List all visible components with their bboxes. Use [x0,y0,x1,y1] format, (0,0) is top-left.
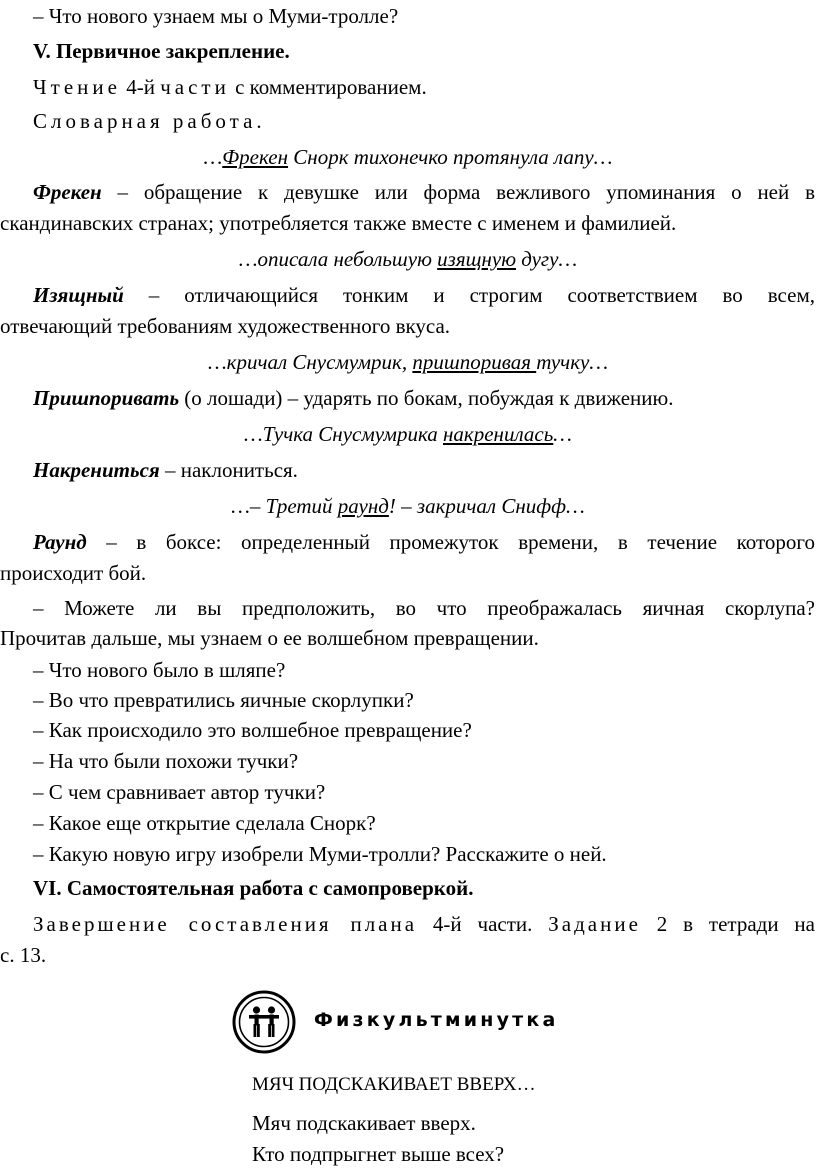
poem-line: Кто подпрыгнет выше всех? [252,1142,505,1166]
reading-rest: с комментированием. [235,75,427,99]
quote-highlight: накренилась [443,422,554,446]
reading-part-word: части [160,75,230,99]
quote-highlight: раунд [337,494,389,518]
reading-instruction [33,77,427,98]
question-line: – Как происходило это волшебное превращение? [33,718,472,742]
definition-line: Изящный – отличающийся тонким и строгим соответствием во всем, [33,283,815,307]
question-line: – С чем сравнивает автор тучки? [33,780,326,804]
quote-highlight: Фрекен [222,145,289,169]
question-line: – Какую новую игру изобрели Муми-тролли? Расскажите о ней. [33,842,607,866]
two-figures-circle-icon [232,990,296,1054]
poem-title: МЯЧ ПОДСКАКИВАЕТ ВВЕРХ… [252,1074,536,1095]
definition-term: Раунд [33,530,87,554]
task-spaced-text: Завершение составления плана [33,912,418,936]
definition-line: происходит бой. [0,561,147,585]
task-line: с. 13. [0,943,47,967]
question-line: – Во что превратились яичные скорлупки? [33,688,414,712]
question-line: – Можете ли вы предположить, во что преображалась яичная скорлупа? [33,596,815,620]
section-heading-6: VI. Самостоятельная работа с самопроверкой. [33,876,474,900]
vocabulary-heading: Словарная работа. [33,109,266,133]
definition-line: скандинавских странах; употребляется также вместе с именем и фамилией. [0,211,677,235]
definition-line: Пришпоривать (о лошади) – ударять по бокам, побуждая к движению. [33,386,674,410]
reading-word: Чтение [33,75,121,99]
definition-term: Фрекен [33,180,102,204]
task-line: Завершение составления плана 4-й части. Задание 2 в тетради на [33,912,815,936]
definition-line: отвечающий требованиям художественного вкуса. [0,314,451,338]
quote-line: …– Третий раунд! – закричал Снифф… [231,494,585,518]
definition-term: Изящный [33,283,124,307]
definition-term: Пришпоривать [33,386,180,410]
quote-line: …Тучка Снусмумрика накренилась… [244,422,572,446]
definition-term: Накрениться [33,458,160,482]
question-line: – Что нового было в шляпе? [33,658,286,682]
definition-line: Фрекен – обращение к девушке или форма вежливого упоминания о ней в [33,180,815,204]
question-line: – Что нового узнаем мы о Муми-тролле? [33,4,399,28]
quote-line: …описала небольшую изящную дугу… [238,247,578,271]
quote-highlight: пришпоривая [412,350,537,374]
question-line: – На что были похожи тучки? [33,749,299,773]
definition-line: Накрениться – наклониться. [33,458,298,482]
quote-highlight: изящную [437,247,517,271]
quote-line: …кричал Снусмумрик, пришпоривая тучку… [207,350,609,374]
fizminutka-title: Физкультминутка [314,1009,559,1031]
question-line: Прочитав дальше, мы узнаем о ее волшебном превращении. [0,626,539,650]
question-line: – Какое еще открытие сделала Снорк? [33,811,376,835]
section-heading-5: V. Первичное закрепление. [33,39,290,63]
reading-number: 4-й [126,75,155,99]
definition-line: Раунд – в боксе: определенный промежуток времени, в течение которого [33,530,815,554]
poem-line: Мяч подскакивает вверх. [252,1111,476,1135]
quote-line: …Фрекен Снорк тихонечко протянула лапу… [203,145,613,169]
task-word: Задание [548,912,641,936]
